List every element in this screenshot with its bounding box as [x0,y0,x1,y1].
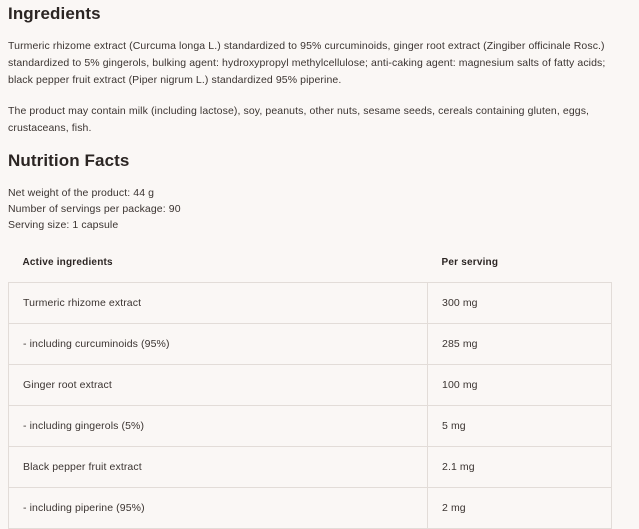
ingredient-name: - including gingerols (5%) [9,406,428,447]
table-row [9,447,612,488]
table-row [9,365,612,406]
ingredient-name: Turmeric rhizome extract [9,283,428,324]
ingredient-amount: 2.1 mg [428,447,612,488]
ingredients-heading: Ingredients [8,4,101,23]
table-row [9,488,612,529]
ingredient-amount: 5 mg [428,406,612,447]
ingredient-name: Black pepper fruit extract [9,447,428,488]
ingredients-paragraph-2: The product may contain milk (including lactose), soy, peanuts, other nuts, sesame seeds, cereals containing gluten, eggs, crustaceans, fish. [8,105,590,134]
table-row [9,283,612,324]
ingredient-amount: 2 mg [428,488,612,529]
net-weight-line: Net weight of the product: 44 g [8,187,155,199]
ingredient-name: Ginger root extract [9,365,428,406]
column-header-active-ingredients: Active ingredients [22,257,113,268]
table-row [9,406,612,447]
nutrition-facts-table [8,249,612,529]
ingredient-amount: 300 mg [428,283,612,324]
ingredient-amount: 100 mg [428,365,612,406]
serving-size-line: Serving size: 1 capsule [8,219,119,231]
table-header-row [9,249,612,283]
ingredient-name: - including curcuminoids (95%) [9,324,428,365]
servings-per-package-line: Number of servings per package: 90 [8,203,181,215]
column-header-per-serving: Per serving [441,257,499,268]
nutrition-facts-heading: Nutrition Facts [8,151,130,170]
ingredient-amount: 285 mg [428,324,612,365]
ingredient-name: - including piperine (95%) [9,488,428,529]
table-row [9,324,612,365]
ingredients-paragraph-1: Turmeric rhizome extract (Curcuma longa L.) standardized to 95% curcuminoids, ginger root extract (Zingiber officinale Rosc.) standardized to 5% gingerols, bulking agent: hydroxypropyl methylcellulose; anti-caking agent: magnesium salts of fatty acids; black pepper fruit extract (Piper nigrum L.) standardized 95% piperine. [8,40,606,86]
